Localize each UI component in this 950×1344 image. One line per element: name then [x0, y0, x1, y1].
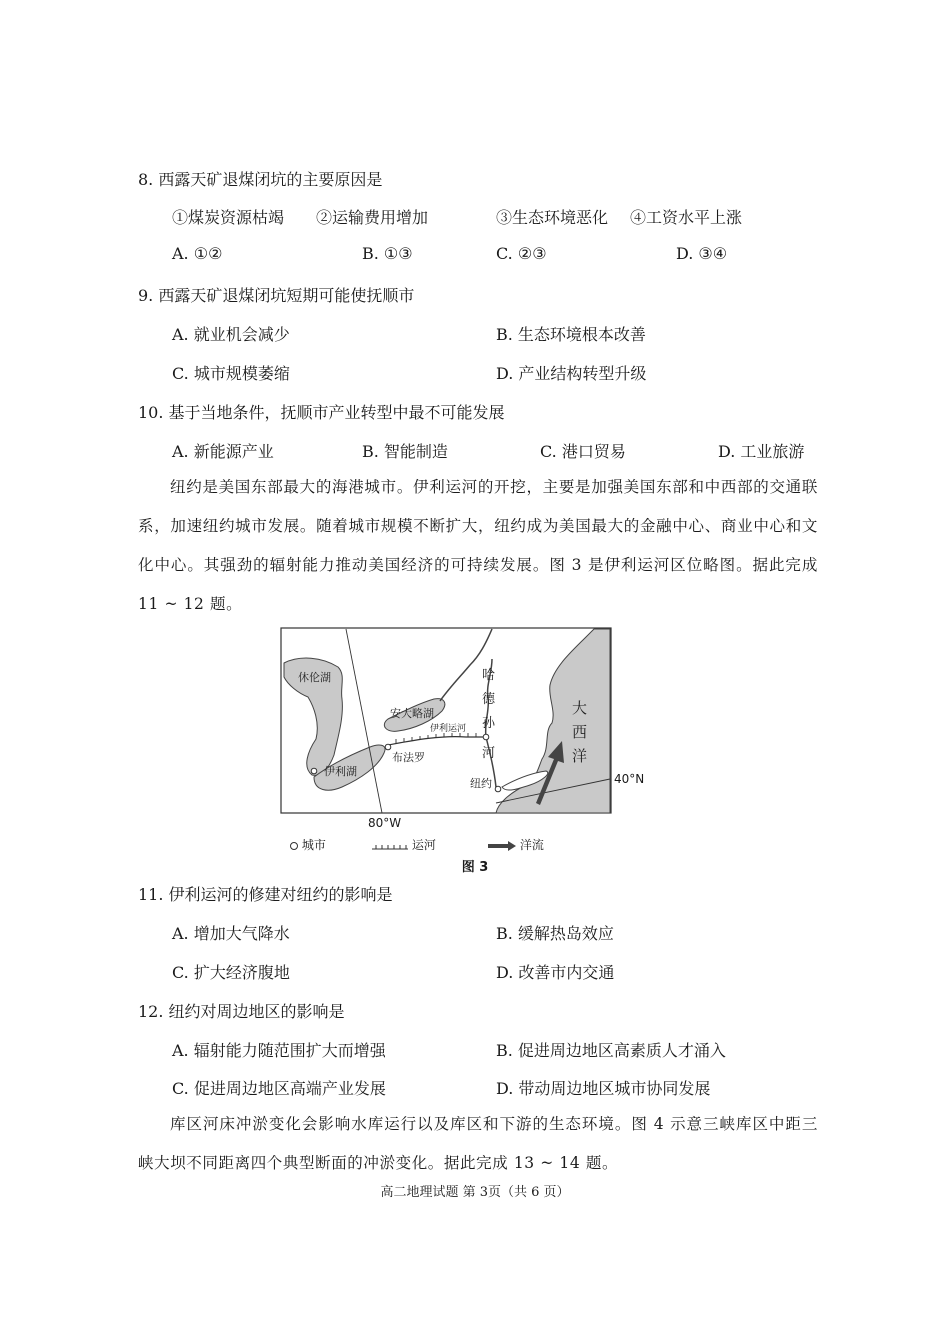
erie-canal-map	[280, 627, 614, 815]
q9-option-b: B. 生态环境根本改善	[496, 325, 646, 344]
label-ontario: 安大略湖	[390, 707, 434, 720]
q11-option-a: A. 增加大气降水	[172, 924, 290, 943]
label-huron: 休伦湖	[298, 671, 331, 684]
canal-end-marker	[483, 734, 489, 740]
q11-stem: 11. 伊利运河的修建对纽约的影响是	[138, 885, 393, 904]
q12-stem: 12. 纽约对周边地区的影响是	[138, 1002, 345, 1021]
legend-city-icon	[290, 842, 298, 850]
newyork-city-marker	[495, 786, 501, 792]
label-atlantic-2: 西	[572, 723, 588, 741]
q8-item-2: ②运输费用增加	[316, 208, 429, 227]
passage-newyork: 纽约是美国东部最大的海港城市。伊利运河的开挖，主要是加强美国东部和中西部的交通联系，加速纽约城市发展。随着城市规模不断扩大，纽约成为美国最大的金融中心、商业中心和文化中心。其强劲的辐射能力推动美国经济的可持续发展。图 3 是伊利运河区位略图。据此完成 11 ~ 12 题。	[138, 478, 818, 613]
passage-three-gorges: 库区河床冲淤变化会影响水库运行以及库区和下游的生态环境。图 4 示意三峡库区中距三峡大坝不同距离四个典型断面的冲淤变化。据此完成 13 ~ 14 题。	[138, 1115, 818, 1172]
q8-option-c: C. ②③	[496, 244, 547, 263]
legend-canal	[372, 836, 436, 853]
buffalo-city-marker	[385, 744, 391, 750]
legend-current-icon	[488, 841, 516, 851]
label-hudson-4: 河	[482, 746, 496, 761]
q12-option-d: D. 带动周边地区城市协同发展	[496, 1079, 711, 1098]
label-canal: 伊利运河	[430, 724, 467, 734]
q9-stem: 9. 西露天矿退煤闭坑短期可能使抚顺市	[138, 286, 415, 305]
label-hudson-1: 哈	[482, 668, 496, 683]
label-atlantic-1: 大	[572, 699, 588, 717]
q11-option-b: B. 缓解热岛效应	[496, 924, 614, 943]
q8-item-3: ③生态环境恶化	[496, 208, 609, 227]
legend-canal-icon	[372, 841, 408, 851]
q11-option-d: D. 改善市内交通	[496, 963, 615, 982]
q9-option-c: C. 城市规模萎缩	[172, 364, 290, 383]
q8-option-a: A. ①②	[172, 244, 223, 263]
label-erie: 伊利湖	[324, 765, 357, 778]
label-hudson-2: 德	[482, 692, 496, 707]
q8-item-4: ④工资水平上涨	[630, 208, 743, 227]
erie-city-marker	[311, 768, 317, 774]
legend-city-label: 城市	[301, 838, 326, 852]
q10-option-d: D. 工业旅游	[718, 442, 805, 461]
label-lat: 40°N	[614, 772, 645, 786]
q10-option-b: B. 智能制造	[362, 442, 448, 461]
label-buffalo: 布法罗	[392, 751, 425, 764]
q8-item-1: ①煤炭资源枯竭	[172, 208, 285, 227]
label-atlantic-3: 洋	[572, 747, 588, 765]
q12-option-c: C. 促进周边地区高端产业发展	[172, 1079, 386, 1098]
q8-option-d: D. ③④	[676, 244, 728, 263]
legend-current	[488, 836, 544, 853]
q11-option-c: C. 扩大经济腹地	[172, 963, 290, 982]
q9-option-d: D. 产业结构转型升级	[496, 364, 647, 383]
legend-city	[290, 836, 326, 853]
q10-option-a: A. 新能源产业	[172, 442, 274, 461]
q10-option-c: C. 港口贸易	[540, 442, 626, 461]
figure-caption: 图 3	[461, 860, 489, 875]
q8-option-b: B. ①③	[362, 244, 413, 263]
q9-option-a: A. 就业机会减少	[172, 325, 290, 344]
label-lon: 80°W	[368, 816, 402, 830]
legend-canal-label: 运河	[411, 838, 436, 852]
q12-option-a: A. 辐射能力随范围扩大而增强	[172, 1041, 386, 1060]
label-newyork: 纽约	[470, 777, 492, 790]
q10-stem: 10. 基于当地条件，抚顺市产业转型中最不可能发展	[138, 403, 505, 422]
page-footer: 高二地理试题 第 3页（共 6 页）	[380, 1185, 570, 1200]
q12-option-b: B. 促进周边地区高素质人才涌入	[496, 1041, 726, 1060]
q8-stem: 8. 西露天矿退煤闭坑的主要原因是	[138, 170, 383, 189]
label-hudson-3: 孙	[482, 716, 496, 731]
legend-current-label: 洋流	[519, 838, 544, 852]
